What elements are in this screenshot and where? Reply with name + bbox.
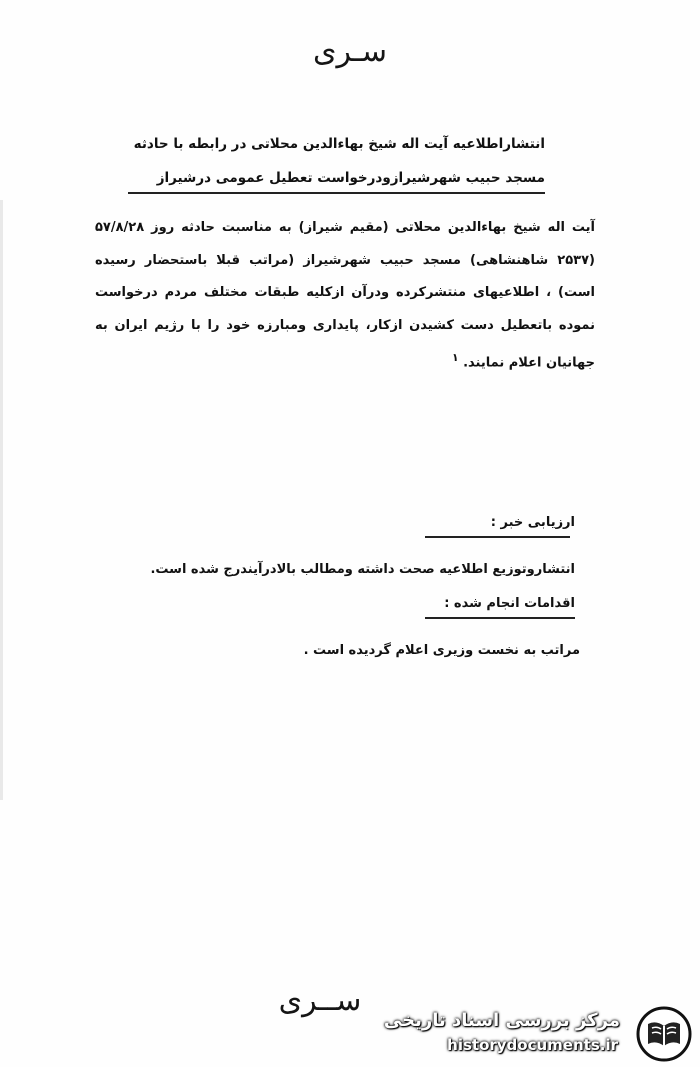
evaluation-underline (425, 536, 570, 538)
subject-line-1: انتشاراطلاعیه آیت اله شیخ بهاءالدین محلاتی در رابطه با حادثه (133, 136, 545, 152)
actions-text: مراتب به نخست وزیری اعلام گردیده است . (303, 643, 580, 658)
evaluation-text: انتشاروتوزیع اطلاعیه صحت داشته ومطالب بالادرآیندرج شده است. (150, 562, 575, 577)
classification-bottom: ســری (278, 983, 362, 1018)
subject-underline (128, 192, 545, 194)
evaluation-heading: ارزیابی خبر : (490, 515, 575, 530)
watermark-text-en: historydocuments.ir (447, 1036, 618, 1054)
classification-top: سـری (313, 34, 387, 69)
actions-heading: اقدامات انجام شده : (444, 596, 575, 611)
subject-line-2: مسجد حبیب شهرشیرازودرخواست تعطیل عمومی درشیراز (156, 170, 545, 186)
scan-edge (0, 200, 3, 800)
body-paragraph-text: آیت اله شیخ بهاءالدین محلاتی (مقیم شیراز) به مناسبت حادثه روز ۵۷/۸/۲۸ (۲۵۳۷ شاهنشاهی) مسجد حبیب شهرشیراز (مراتب قبلا باستحضار رسیده است) ، اطلاعیهای منتشرکرده ودرآن ازکلیه طبقات مختلف مردم درخواست نموده باتعطیل دست کشیدن ازکار، پایداری ومبارزه خود را با رژیم ایران به جهانیان اعلام نمایند. (95, 220, 595, 371)
archive-watermark (383, 1004, 700, 1067)
body-paragraph (95, 212, 595, 380)
watermark-text-fa: مرکز بررسی اسناد تاریخی (383, 1010, 620, 1031)
actions-underline (425, 617, 575, 619)
footnote-mark: ۱ (451, 351, 459, 364)
open-book-logo-icon (636, 1006, 692, 1062)
